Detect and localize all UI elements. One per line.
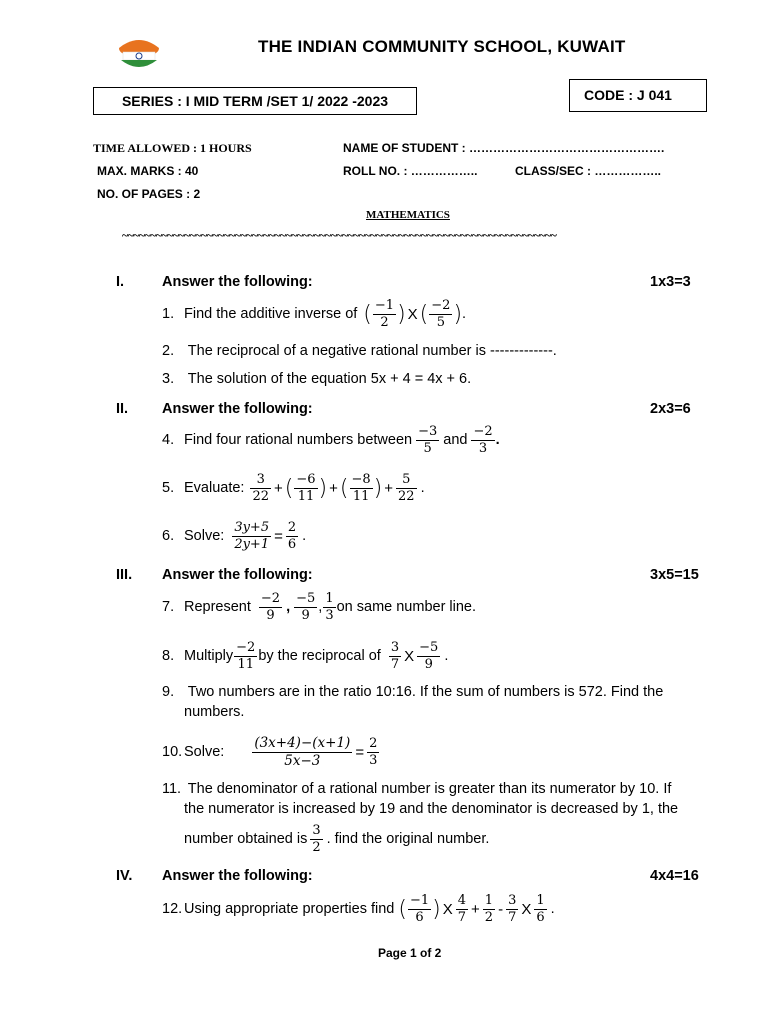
section-number: III. <box>116 567 133 583</box>
question-text: Two numbers are in the ratio 10:16. If the sum of numbers is 572. Find the <box>187 684 664 700</box>
fraction: $\frac{-2}{3}$ <box>473 423 493 456</box>
time-allowed: TIME ALLOWED : 1 HOURS <box>93 141 252 155</box>
page-number: Page 1 of 2 <box>378 946 442 960</box>
question-2 <box>162 343 557 359</box>
fraction: $\frac{3}{7}$ <box>390 639 400 672</box>
question-text: Solve: <box>184 744 225 760</box>
question-11-line2: the numerator is increased by 19 and the denominator is decreased by 1, the <box>184 801 679 817</box>
question-5: 5. Evaluate: $\frac{3}{22}$ + ( $\frac{-6}{11}$ ) + ( $\frac{-8}{11}$ ) + $\frac{5}{22}$ . <box>162 471 425 504</box>
fraction: $\frac{3}{22}$ <box>252 471 270 504</box>
question-11 <box>162 781 671 797</box>
question-number: 10. <box>162 744 183 760</box>
fraction: $\frac{-6}{11}$ <box>296 471 316 504</box>
roll-no: ROLL NO. : …………….. <box>343 164 478 178</box>
fraction: $\frac{-5}{9}$ <box>296 590 316 623</box>
fraction: $\frac{3}{2}$ <box>312 822 321 855</box>
separator-line: ~~~~~~~~~~~~~~~~~~~~~~~~~~~~~~~~~~~~~~~~~~~~~~~~~~~~~~~~~~~~~~~~~~~~~~~~~~~~~ <box>122 228 557 242</box>
fraction: $\frac{1}{3}$ <box>325 590 334 623</box>
question-3 <box>162 371 471 387</box>
fraction: $\frac{2}{6}$ <box>287 519 297 552</box>
section-title: Answer the following: <box>162 274 313 290</box>
question-number: 4. <box>162 432 175 448</box>
class-sec: CLASS/SEC : …………….. <box>515 164 662 178</box>
fraction: $\frac{-5}{9}$ <box>419 639 439 672</box>
fraction: $\frac{-2}{5}$ <box>431 297 451 330</box>
fraction: $\frac{1}{2}$ <box>484 892 494 925</box>
section-marks: 4x4=16 <box>650 868 699 884</box>
question-number: 6. <box>162 528 175 544</box>
question-text: Solve: <box>184 528 225 544</box>
question-text: The reciprocal of a negative rational number is -------------. <box>187 343 557 359</box>
question-9 <box>162 684 663 700</box>
question-text: Multiply <box>184 648 234 664</box>
question-6: 6. Solve: $\frac{3y+5}{2y+1}$ = $\frac{2}{6}$ . <box>162 519 307 552</box>
no-of-pages: NO. OF PAGES : 2 <box>97 187 201 201</box>
fraction: $\frac{2}{3}$ <box>369 735 378 768</box>
question-text: Evaluate: <box>184 480 245 496</box>
question-number: 3. <box>162 371 175 387</box>
question-text: Find four rational numbers between <box>184 432 413 448</box>
max-marks: MAX. MARKS : 40 <box>97 164 199 178</box>
fraction: $\frac{3}{7}$ <box>508 892 517 925</box>
school-logo <box>115 34 163 74</box>
section-marks: 3x5=15 <box>650 567 699 583</box>
question-number: 2. <box>162 343 175 359</box>
fraction: $\frac{-8}{11}$ <box>351 471 371 504</box>
fraction: $\frac{4}{7}$ <box>457 892 467 925</box>
fraction: $\frac{5}{22}$ <box>398 471 415 504</box>
question-number: 9. <box>162 684 175 700</box>
question-number: 12. <box>162 901 183 917</box>
question-7: 7. Represent $\frac{-2}{9}$ , $\frac{-5}{9}$ , $\frac{1}{3}$ on same number line. <box>162 590 477 623</box>
series-label: SERIES : I MID TERM /SET 1/ 2022 -2023 <box>93 87 417 115</box>
section-number: I. <box>116 274 125 290</box>
fraction: $\frac{-1}{6}$ <box>409 892 430 925</box>
question-number: 11. <box>162 781 182 797</box>
question-11-line3: number obtained is $\frac{3}{2}$ . find the original number. <box>184 822 490 855</box>
fraction: $\frac{-3}{5}$ <box>418 423 438 456</box>
code-label: CODE : J 041 <box>569 79 707 112</box>
question-1: 1. Find the additive inverse of ( $\frac{-1}{2}$ ) X ( $\frac{-2}{5}$ ) . <box>162 297 467 330</box>
question-text: Using appropriate properties find <box>184 901 395 917</box>
section-title: Answer the following: <box>162 567 313 583</box>
fraction: $\frac{3y+5}{2y+1}$ <box>234 519 270 552</box>
section-marks: 2x3=6 <box>650 401 691 417</box>
question-text: Represent <box>184 599 251 615</box>
section-title: Answer the following: <box>162 401 313 417</box>
question-number: 1. <box>162 306 175 322</box>
school-name: THE INDIAN COMMUNITY SCHOOL, KUWAIT <box>258 37 626 56</box>
question-4: 4. Find four rational numbers between $\frac{-3}{5}$ and $\frac{-2}{3}$ . <box>162 423 500 456</box>
section-number: IV. <box>116 868 133 884</box>
question-10: 10. Solve: $\frac{(3x+4)-(x+1)}{5x-3}$ = $\frac{2}{3}$ <box>162 735 378 769</box>
fraction: $\frac{-2}{11}$ <box>236 639 256 672</box>
fraction: $\frac{-1}{2}$ <box>374 297 395 330</box>
question-number: 7. <box>162 599 175 615</box>
subject-title: MATHEMATICS <box>366 209 450 221</box>
fraction: $\frac{1}{6}$ <box>536 892 545 925</box>
section-number: II. <box>116 401 129 417</box>
question-text: The denominator of a rational number is greater than its numerator by 10. If <box>187 781 672 797</box>
question-text: The solution of the equation 5x + 4 = 4x + 6. <box>187 371 472 387</box>
question-number: 8. <box>162 648 175 664</box>
section-marks: 1x3=3 <box>650 274 691 290</box>
name-of-student: NAME OF STUDENT : …………………………………………. <box>343 141 665 155</box>
question-text: Find the additive inverse of <box>184 306 358 322</box>
fraction: $\frac{-2}{9}$ <box>260 590 281 623</box>
question-9-line2: numbers. <box>184 704 245 720</box>
section-title: Answer the following: <box>162 868 313 884</box>
question-8: 8. Multiply $\frac{-2}{11}$ by the reciprocal of $\frac{3}{7}$ X $\frac{-5}{9}$ . <box>162 639 449 672</box>
question-number: 5. <box>162 480 175 496</box>
fraction: $\frac{(3x+4)-(x+1)}{5x-3}$ <box>254 735 351 769</box>
question-12: 12. Using appropriate properties find ( $\frac{-1}{6}$ ) X $\frac{4}{7}$ + $\frac{1}{2}$ - $\frac{3}{7}$ X $\frac{1}{6}$ . <box>162 892 555 925</box>
